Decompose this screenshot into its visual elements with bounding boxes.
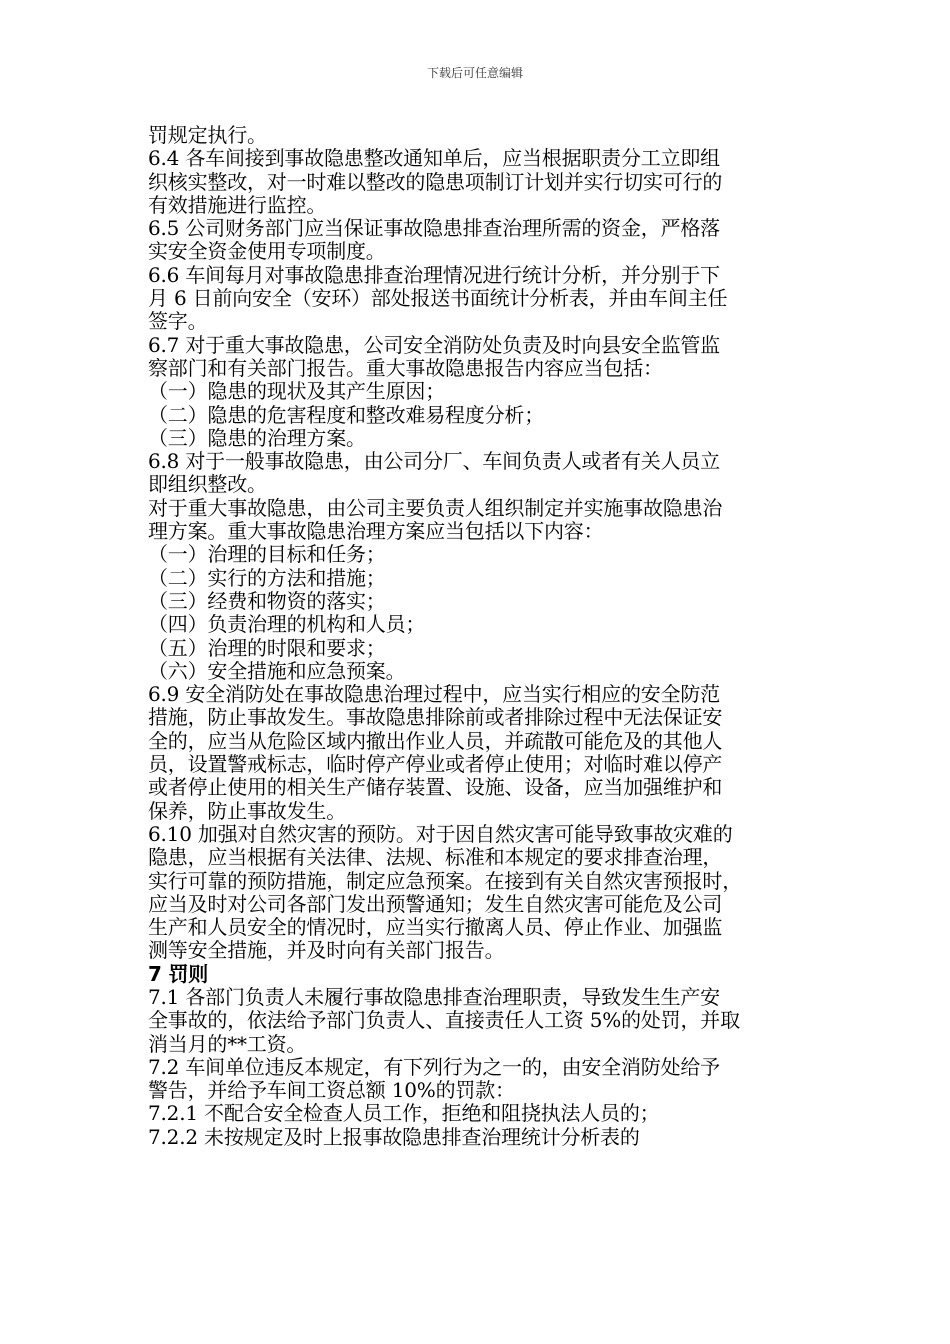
text-line: 测等安全措施，并及时向有关部门报告。: [148, 938, 505, 963]
text-line: （六）安全措施和应急预案。: [148, 658, 406, 683]
text-line: 7.2 车间单位违反本规定，有下列行为之一的，由安全消防处给予: [148, 1054, 720, 1079]
text-line: 即组织整改。: [148, 472, 267, 497]
text-line: 7.2.2 未按规定及时上报事故隐患排查治理统计分析表的: [148, 1124, 640, 1149]
text-line: 理方案。重大事故隐患治理方案应当包括以下内容：: [148, 519, 604, 544]
text-line: 罚规定执行。: [148, 123, 267, 147]
text-line: （四）负责治理的机构和人员；: [148, 612, 426, 637]
text-line: 月 6 日前向安全（安环）部处报送书面统计分析表，并由车间主任: [148, 286, 728, 311]
page-header: 下载后可任意编辑: [426, 66, 523, 80]
text-line: 6.7 对于重大事故隐患，公司安全消防处负责及时向县安全监管监: [148, 332, 720, 357]
text-line: 签字。: [148, 309, 208, 334]
text-line: （二）实行的方法和措施；: [148, 565, 386, 590]
text-line: 警告，并给予车间工资总额 10%的罚款：: [148, 1078, 515, 1103]
text-line: 6.4 各车间接到事故隐患整改通知单后，应当根据职责分工立即组: [148, 146, 720, 171]
text-line: 6.9 安全消防处在事故隐患治理过程中，应当实行相应的安全防范: [148, 682, 720, 707]
section-heading: 7 罚则: [148, 961, 209, 986]
text-line: 实安全资金使用专项制度。: [148, 239, 386, 264]
text-line: 察部门和有关部门报告。重大事故隐患报告内容应当包括：: [148, 355, 663, 380]
text-line: （五）治理的时限和要求；: [148, 635, 386, 660]
text-line: （二）隐患的危害程度和整改难易程度分析；: [148, 402, 544, 427]
text-line: （三）经费和物资的落实；: [148, 588, 386, 613]
text-line: 6.6 车间每月对事故隐患排查治理情况进行统计分析，并分别于下: [148, 262, 720, 287]
text-line: 6.10 加强对自然灾害的预防。对于因自然灾害可能导致事故灾难的: [148, 821, 733, 846]
text-line: 或者停止使用的相关生产储存装置、设施、设备，应当加强维护和: [148, 775, 723, 800]
text-line: 应当及时对公司各部门发出预警通知；发生自然灾害可能危及公司: [148, 891, 723, 916]
text-line: 隐患，应当根据有关法律、法规、标准和本规定的要求排查治理，: [148, 845, 723, 870]
text-line: 有效措施进行监控。: [148, 192, 327, 217]
text-line: 6.5 公司财务部门应当保证事故隐患排查治理所需的资金，严格落: [148, 216, 720, 241]
text-line: 7.2.1 不配合安全检查人员工作，拒绝和阻挠执法人员的；: [148, 1101, 660, 1126]
text-line: 消当月的**工资。: [148, 1031, 307, 1056]
text-line: （三）隐患的治理方案。: [148, 425, 366, 450]
text-line: 6.8 对于一般事故隐患，由公司分厂、车间负责人或者有关人员立: [148, 449, 720, 474]
text-line: （一）隐患的现状及其产生原因；: [148, 379, 445, 404]
text-line: 7.1 各部门负责人未履行事故隐患排查治理职责，导致发生生产安: [148, 984, 720, 1009]
text-line: 对于重大事故隐患，由公司主要负责人组织制定并实施事故隐患治: [148, 495, 723, 520]
text-line: 员，设置警戒标志，临时停产停业或者停止使用；对临时难以停产: [148, 752, 723, 777]
text-line: 全事故的，依法给予部门负责人、直接责任人工资 5%的处罚，并取: [148, 1008, 740, 1033]
document-body: [148, 124, 828, 1149]
text-line: 实行可靠的预防措施，制定应急预案。在接到有关自然灾害预报时，: [148, 868, 742, 893]
text-line: 措施，防止事故发生。事故隐患排除前或者排除过程中无法保证安: [148, 705, 723, 730]
text-line: （一）治理的目标和任务；: [148, 542, 386, 567]
text-line: 保养，防止事故发生。: [148, 798, 346, 823]
text-line: 生产和人员安全的情况时，应当实行撤离人员、停止作业、加强监: [148, 915, 723, 940]
text-line: 织核实整改，对一时难以整改的隐患项制订计划并实行切实可行的: [148, 169, 723, 194]
text-line: 全的，应当从危险区域内撤出作业人员，并疏散可能危及的其他人: [148, 728, 723, 753]
